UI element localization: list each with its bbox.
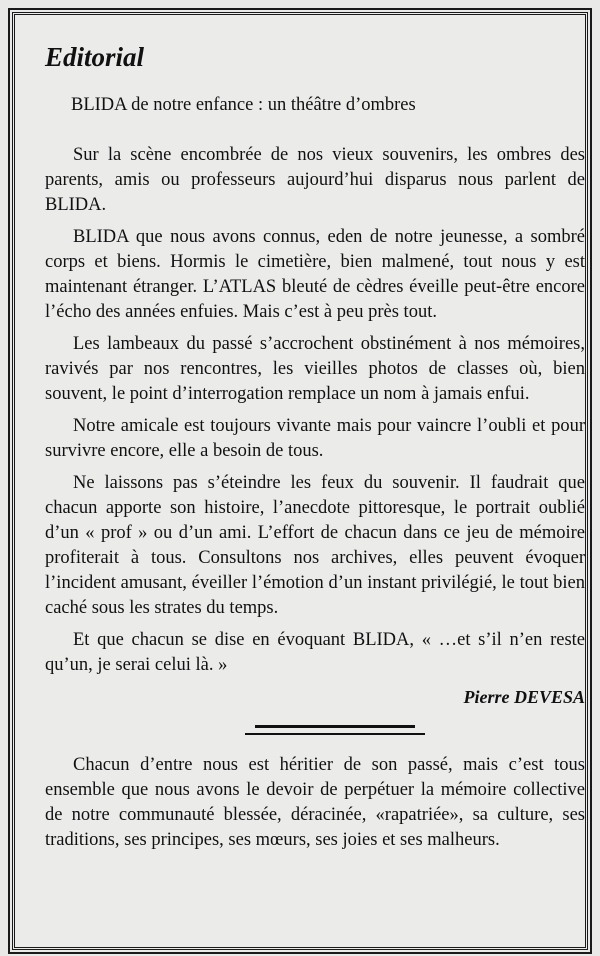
paragraph-1: Sur la scène encombrée de nos vieux souvenirs, les ombres des parents, amis ou professeurs aujourd’hui disparus nous parlent de BLIDA. — [45, 145, 585, 215]
paragraph-5: Ne laissons pas s’éteindre les feux du souvenir. Il faudrait que chacun apporte son histoire, l’anecdote pittoresque, le portrait oublié d’un « prof » ou d’un ami. L’effort de chacun dans ce jeu de mémoire profiterait à tous. Consultons nos archives, elles peuvent évoquer l’incident amusant, éveiller l’émotion d’un instant privilégié, le tout bien caché sous les strates du temps. — [45, 473, 585, 618]
divider-thick-line — [255, 725, 415, 728]
editorial-title: Editorial — [45, 42, 145, 72]
closing-paragraph: Chacun d’entre nous est héritier de son passé, mais c’est tous ensemble que nous avons le devoir de perpétuer la mémoire collective de notre communauté blessée, déracinée, «rapatriée», sa culture, ses traditions, ses principes, ses mœurs, ses joies et ses malheurs. — [45, 755, 585, 850]
paragraph-4: Notre amicale est toujours vivante mais pour vaincre l’oubli et pour survivre encore, elle a besoin de tous. — [45, 416, 585, 461]
section-divider — [45, 723, 585, 751]
divider-thin-line — [245, 733, 425, 735]
editorial-body — [45, 143, 585, 678]
editorial-frame — [12, 12, 588, 950]
paragraph-2: BLIDA que nous avons connus, eden de notre jeunesse, a sombré corps et biens. Hormis le cimetière, bien malmené, tout nous y est maintenant étranger. L’ATLAS bleuté de cèdres éveille peut-être encore l’écho des années enfuies. Mais c’est à peu près tout. — [45, 227, 585, 322]
paragraph-6: Et que chacun se dise en évoquant BLIDA, « …et s’il n’en reste qu’un, je serai celui là. » — [45, 630, 585, 675]
author-signature: Pierre DEVESA — [463, 687, 585, 707]
paragraph-3: Les lambeaux du passé s’accrochent obstinément à nos mémoires, ravivés par nos rencontres, les vieilles photos de classes où, bien souvent, le point d’interrogation remplace un nom à jamais enfui. — [45, 334, 585, 404]
editorial-content — [45, 31, 585, 860]
editorial-subtitle: BLIDA de notre enfance : un théâtre d’ombres — [71, 95, 416, 115]
